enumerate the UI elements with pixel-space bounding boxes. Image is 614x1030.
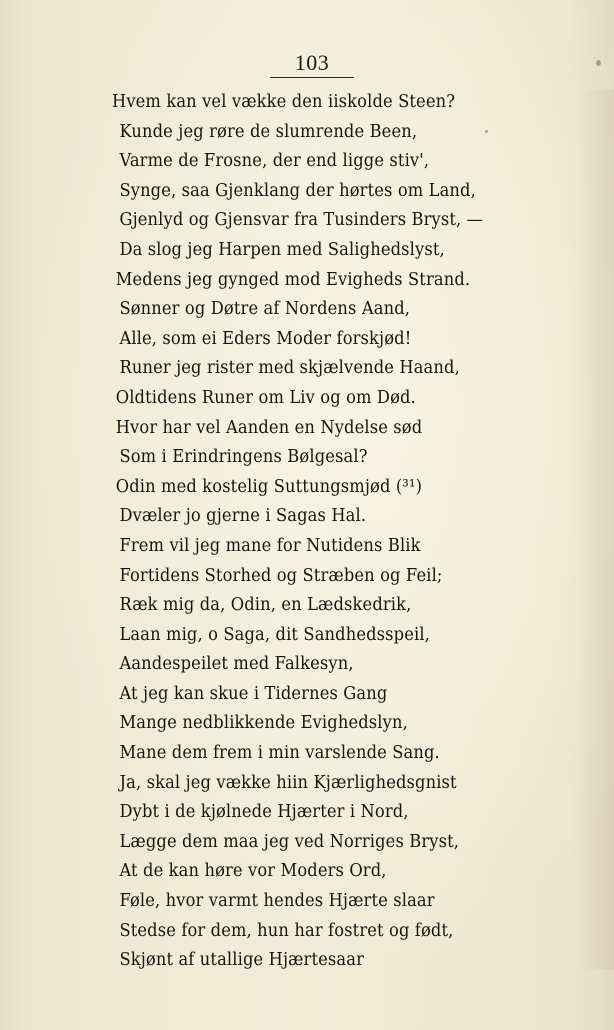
- poem-line: Fortidens Storhed og Stræben og Feil;: [119, 565, 443, 586]
- poem-line: At de kan høre vor Moders Ord,: [119, 861, 387, 882]
- poem-line: Føle, hvor varmt hendes Hjærte slaar: [119, 891, 435, 912]
- poem-line: Synge, saa Gjenklang der hørtes om Land,: [119, 180, 476, 201]
- poem-line: Odin med kostelig Suttungsmjød (³¹): [115, 476, 423, 497]
- poem-line: Stedse for dem, hun har fostret og født,: [119, 920, 454, 941]
- poem-line: Da slog jeg Harpen med Salighedslyst,: [119, 239, 445, 260]
- poem-line: Ræk mig da, Odin, en Lædskedrik,: [119, 595, 412, 616]
- poem-line: Alle, som ei Eders Moder forskjød!: [119, 328, 412, 349]
- poem-line: Laan mig, o Saga, dit Sandhedsspeil,: [119, 624, 430, 645]
- poem-line: Mane dem frem i min varslende Sang.: [119, 743, 440, 764]
- poem-line: Hvor har vel Aanden en Nydelse sød: [115, 417, 423, 438]
- poem-line: At jeg kan skue i Tidernes Gang: [119, 683, 388, 704]
- poem-line: Runer jeg rister med skjælvende Haand,: [119, 358, 460, 379]
- page-edge-shadow: [578, 90, 614, 970]
- poem-line: Dvæler jo gjerne i Sagas Hal.: [119, 506, 367, 527]
- poem-line: Lægge dem maa jeg ved Norriges Bryst,: [119, 831, 460, 852]
- poem-line: Aandespeilet med Falkesyn,: [119, 654, 354, 675]
- poem-line: Skjønt af utallige Hjærtesaar: [119, 950, 365, 971]
- poem-line: Kunde jeg røre de slumrende Been,: [119, 121, 418, 142]
- poem-line: Dybt i de kjølnede Hjærter i Nord,: [119, 802, 409, 823]
- ink-speck: [485, 130, 488, 133]
- poem-line: Som i Erindringens Bølgesal?: [119, 447, 368, 468]
- poem-line: Oldtidens Runer om Liv og om Død.: [115, 387, 416, 408]
- poem-line: Sønner og Døtre af Nordens Aand,: [119, 299, 411, 320]
- poem-line: Mange nedblikkende Evighedslyn,: [119, 713, 408, 734]
- page-number-rule: [270, 77, 354, 78]
- poem-line: Medens jeg gynged mod Evigheds Strand.: [115, 269, 471, 290]
- poem-line: Ja, skal jeg vække hiin Kjærlighedsgnist: [119, 772, 457, 793]
- page-number: 103: [294, 50, 330, 75]
- poem-line: Hvem kan vel vække den iiskolde Steen?: [112, 92, 456, 112]
- poem-line: Frem vil jeg mane for Nutidens Blik: [119, 535, 421, 556]
- poem-text: [112, 88, 532, 976]
- poem-line: Varme de Frosne, der end ligge stiv',: [119, 151, 430, 172]
- ink-speck: [596, 60, 601, 66]
- poem-line: Gjenlyd og Gjensvar fra Tusinders Bryst, —: [119, 210, 484, 231]
